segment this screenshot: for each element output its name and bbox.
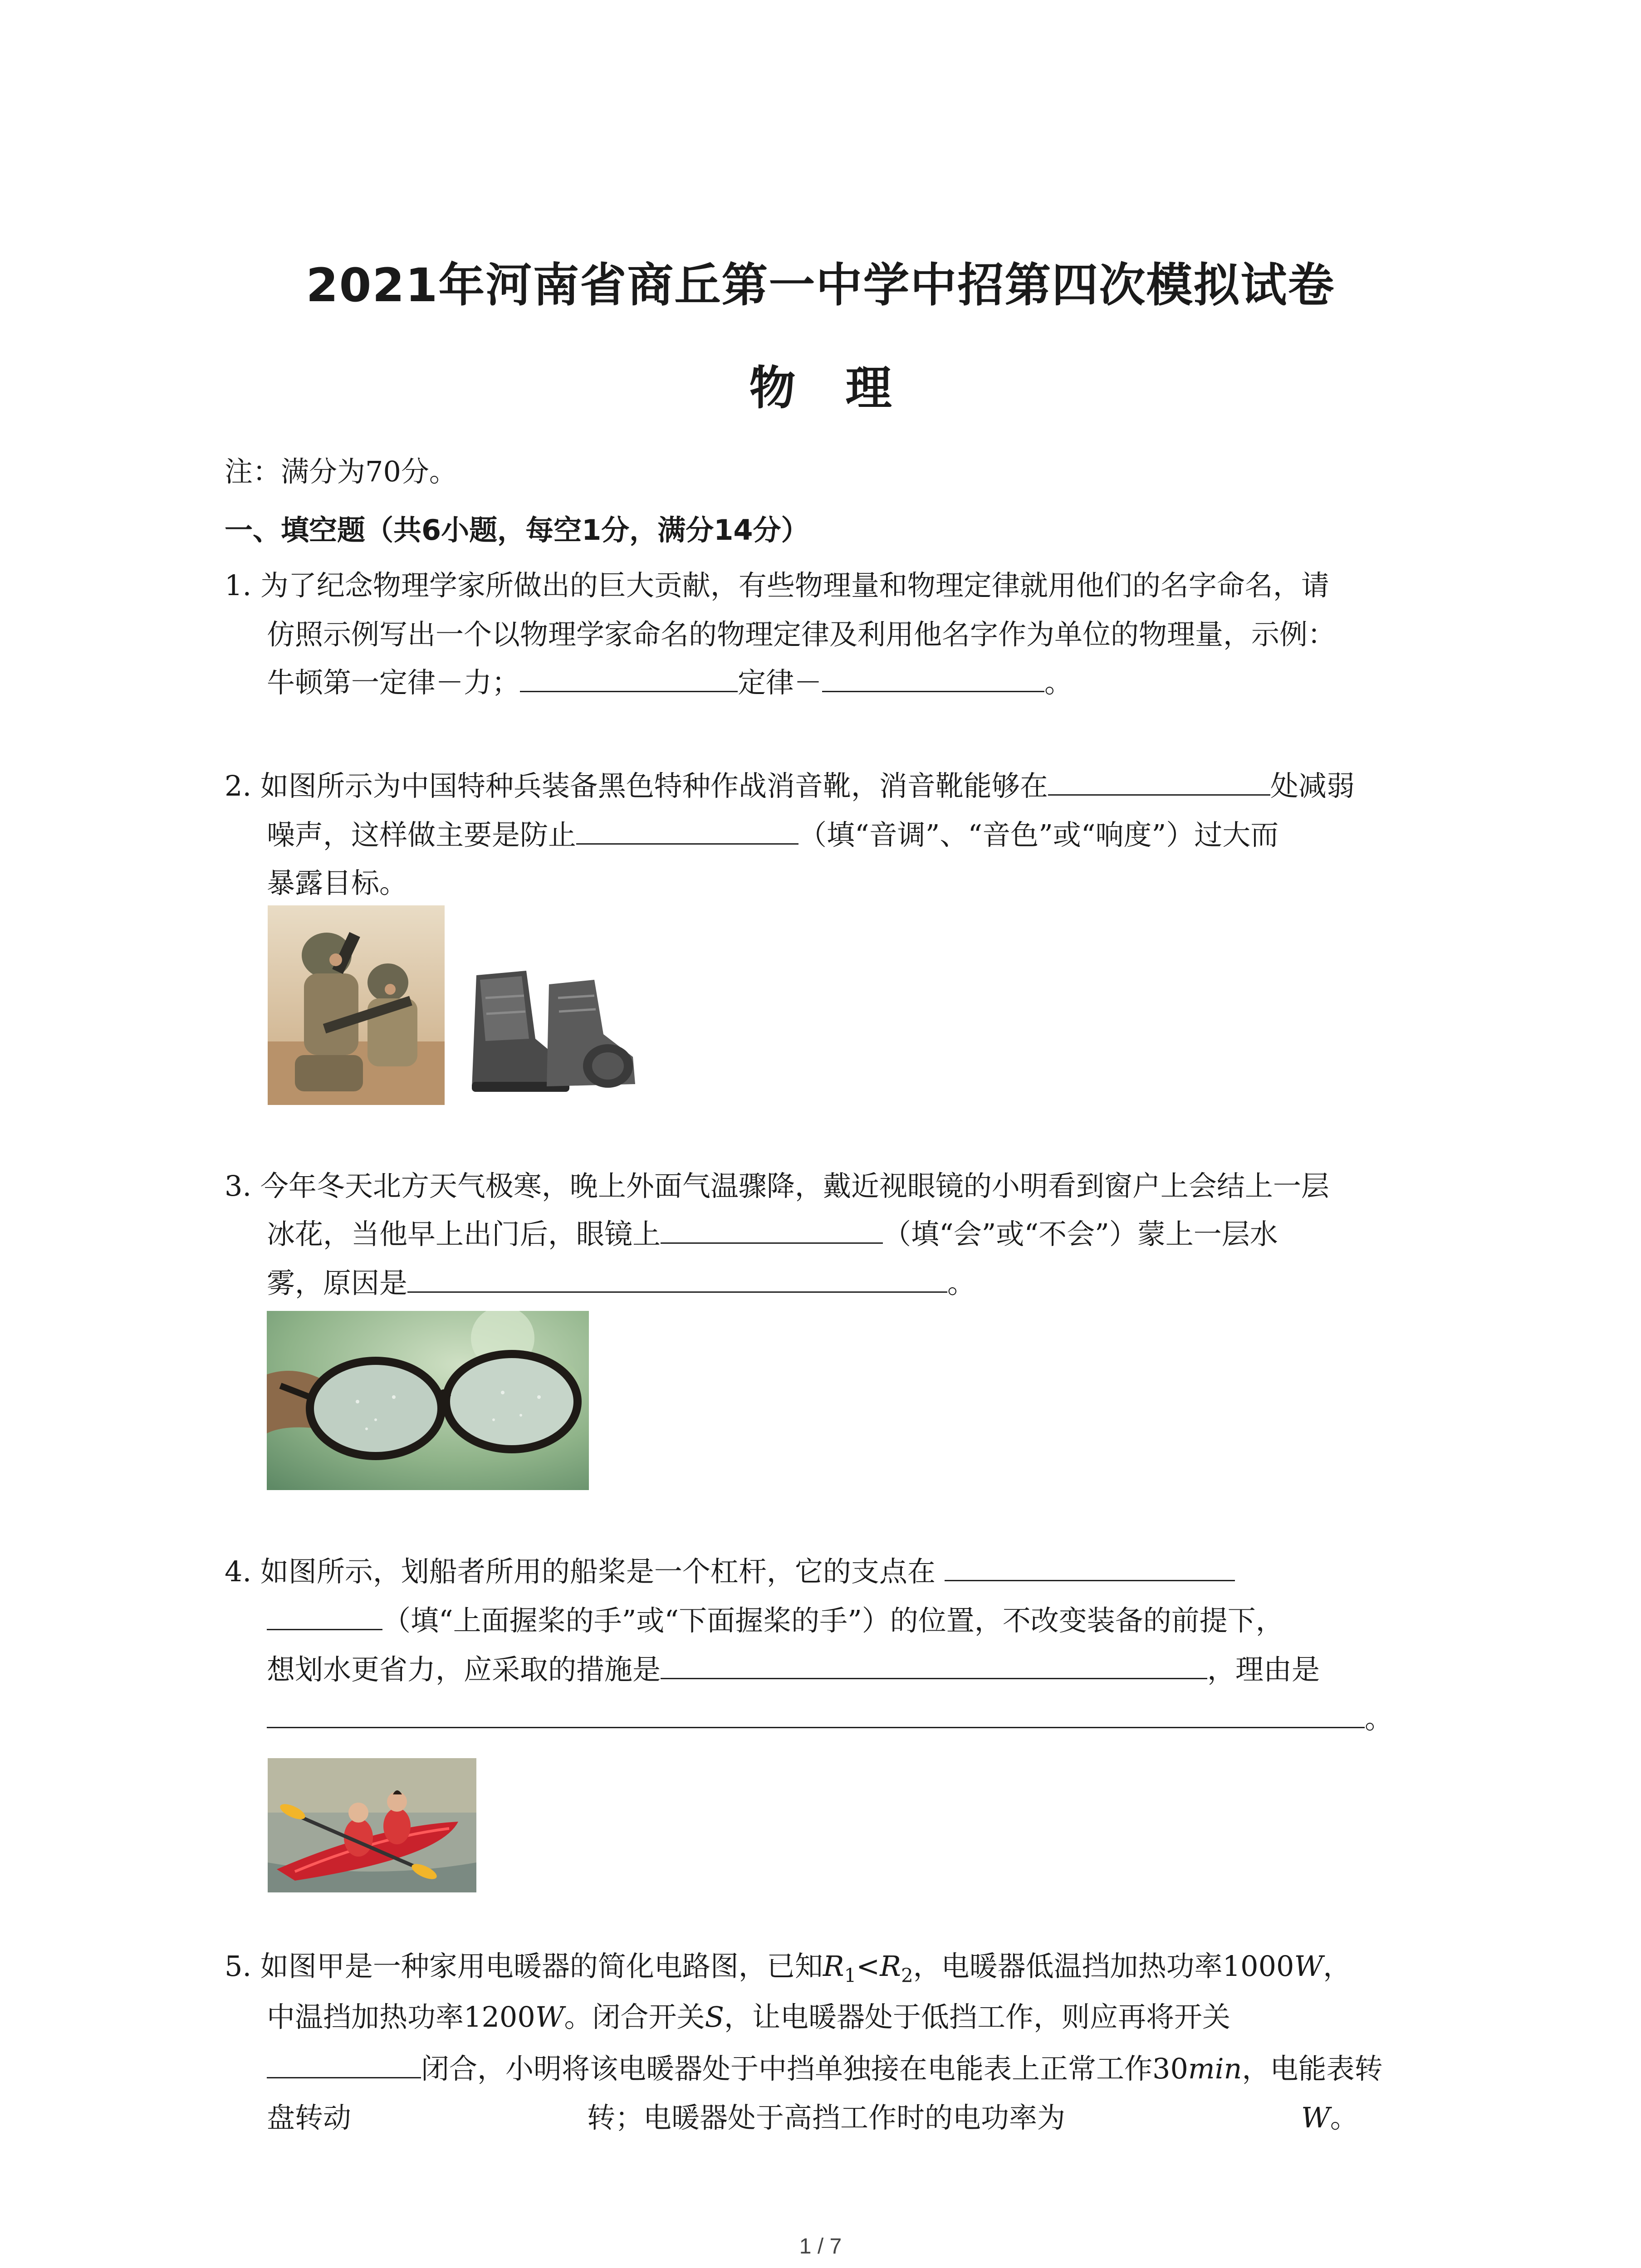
q2-line2: 噪声，这样做主要是防止 （填“音调”、“音色”或“响度”）过大而: [267, 818, 1279, 851]
q1-law-label: 定律－: [738, 666, 823, 699]
q4-line3: 想划水更省力，应采取的措施是 ，理由是: [267, 1653, 1320, 1686]
q5-blank-switch[interactable]: [267, 2053, 421, 2078]
exam-title: 2021年河南省商丘第一中学中招第四次模拟试卷: [306, 259, 1335, 313]
q5-line4: 盘转动 转；电暖器处于高挡工作时的电功率为 W。: [267, 2101, 1358, 2134]
q3-blank-fog[interactable]: [661, 1219, 883, 1244]
soldiers-photo: [268, 905, 445, 1105]
subject-title: 物理: [749, 362, 942, 415]
kayak-photo: [268, 1758, 476, 1892]
boots-photo: [458, 957, 640, 1102]
q4-blank-measure[interactable]: [661, 1654, 1207, 1679]
q1-example: 牛顿第一定律－力；: [267, 666, 520, 699]
q2-blank-where[interactable]: [1048, 771, 1270, 796]
q3-blank-reason[interactable]: [407, 1268, 947, 1293]
q1-blank-law[interactable]: [520, 667, 738, 692]
q4-line1: 4. 如图所示，划船者所用的船桨是一个杠杆，它的支点在: [225, 1556, 1235, 1588]
q4-blank-fulcrum-b[interactable]: [267, 1605, 382, 1630]
page-number: 1 / 7: [799, 2234, 842, 2258]
q4-blank-reason[interactable]: [267, 1703, 1365, 1728]
q1-blank-quantity[interactable]: [822, 667, 1044, 692]
q3-line1: 3. 今年冬天北方天气极寒，晚上外面气温骤降，戴近视眼镜的小明看到窗户上会结上一层: [225, 1169, 1329, 1202]
q1-line3: 牛顿第一定律－力； 定律－ 。: [267, 666, 1073, 699]
q5-line2: 中温挡加热功率1200W。闭合开关S，让电暖器处于低挡工作，则应再将开关: [267, 2000, 1231, 2033]
q4-line4: 。: [267, 1703, 1393, 1735]
glasses-photo: [267, 1311, 589, 1490]
q2-blank-sound[interactable]: [576, 820, 798, 845]
q5-line1: 5. 如图甲是一种家用电暖器的简化电路图，已知$R_1<R_2$，电暖器低温挡加热功率1000W，: [225, 1950, 1352, 1987]
section-heading: 一、填空题（共6小题，每空1分，满分14分）: [225, 513, 809, 547]
q2-line1: 2. 如图所示为中国特种兵装备黑色特种作战消音靴，消音靴能够在 处减弱: [225, 769, 1355, 802]
q5-line3: 闭合，小明将该电暖器处于中挡单独接在电能表上正常工作30min，电能表转: [267, 2053, 1382, 2085]
q3-line3: 雾，原因是 。: [267, 1266, 976, 1300]
q1-line2: 仿照示例写出一个以物理学家命名的物理定律及利用他名字作为单位的物理量，示例：: [267, 618, 1336, 651]
q3-line2: 冰花，当他早上出门后，眼镜上 （填“会”或“不会”）蒙上一层水: [267, 1217, 1278, 1251]
q4-line2: （填“上面握桨的手”或“下面握桨的手”）的位置，不改变装备的前提下，: [267, 1605, 1284, 1637]
q1-line1: 1. 为了纪念物理学家所做出的巨大贡献，有些物理量和物理定律就用他们的名字命名，请: [225, 569, 1329, 602]
score-note: 注：满分为70分。: [225, 455, 457, 488]
q2-line3: 暴露目标。: [267, 866, 408, 899]
q4-blank-fulcrum-a[interactable]: [945, 1556, 1235, 1581]
